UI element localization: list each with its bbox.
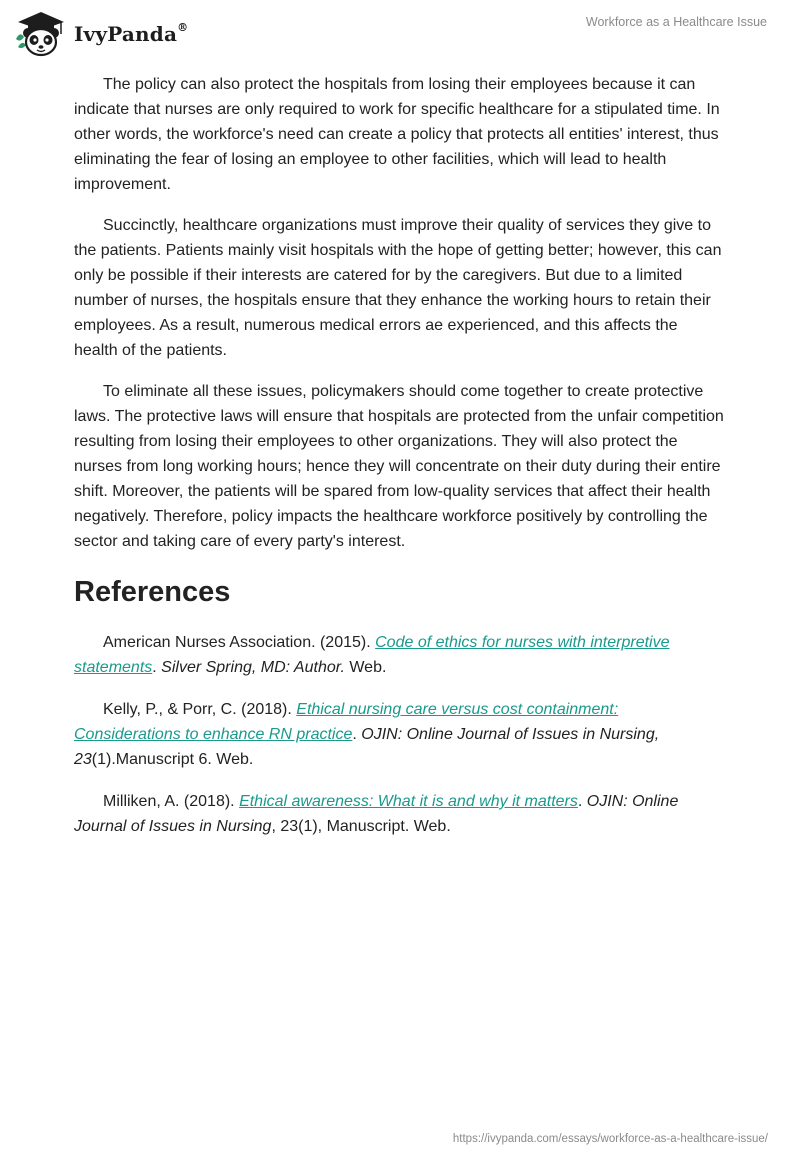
essay-content	[74, 72, 724, 856]
source-url[interactable]: https://ivypanda.com/essays/workforce-as-a-healthcare-issue/	[452, 1133, 768, 1145]
references-heading: References	[74, 576, 231, 608]
reference-entry: American Nurses Association. (2015). Code of ethics for nurses with interpretive statements. Silver Spring, MD: Author. Web.	[74, 634, 670, 676]
body-paragraph: To eliminate all these issues, policymakers should come together to create protective laws. The protective laws will ensure that hospitals are protected from the unfair competition resulting from losing their employees to other organizations. They will also protect the nurses from long working hours; hence they will concentrate on their duty during their entire shift. Moreover, the patients will be spared from low-quality services that affect their health negatively. Therefore, policy impacts the healthcare workforce positively by controlling the sector and taking care of every party's interest.	[74, 383, 724, 550]
reference-link[interactable]: Ethical awareness: What it is and why it matters	[239, 793, 578, 810]
brand-name: IvyPanda®	[74, 21, 189, 46]
reference-entry: Milliken, A. (2018). Ethical awareness: What it is and why it matters. OJIN: Online Journal of Issues in Nursing, 23(1), Manuscript. Web.	[74, 793, 679, 835]
document-title: Workforce as a Healthcare Issue	[585, 15, 767, 29]
reference-link[interactable]: Code of ethics for nurses with interpretive statements	[74, 634, 670, 676]
reference-entry: Kelly, P., & Porr, C. (2018). Ethical nursing care versus cost containment: Considerations to enhance RN practice. OJIN: Online Journal of Issues in Nursing, 23(1).Manuscript 6. Web.	[74, 701, 660, 768]
page-header	[0, 0, 800, 60]
body-paragraph: The policy can also protect the hospitals from losing their employees because it can indicate that nurses are only required to work for specific healthcare for a stipulated time. In other words, the workforce's need can create a policy that protects all entities' interest, thus eliminating the fear of losing an employee to other facilities, which will lead to health improvement.	[74, 76, 720, 193]
reference-link[interactable]: Ethical nursing care versus cost containment: Considerations to enhance RN practice	[74, 701, 619, 743]
ivypanda-logo[interactable]	[14, 9, 188, 57]
body-paragraph: Succinctly, healthcare organizations must improve their quality of services they give to the patients. Patients mainly visit hospitals with the hope of getting better; however, this can only be possible if their interests are catered for by the caregivers. But due to a limited number of nurses, the hospitals ensure that they enhance the working hours to retain their employees. As a result, numerous medical errors ae experienced, and this affects the health of the patients.	[74, 217, 722, 359]
panda-logo-icon	[14, 9, 68, 57]
